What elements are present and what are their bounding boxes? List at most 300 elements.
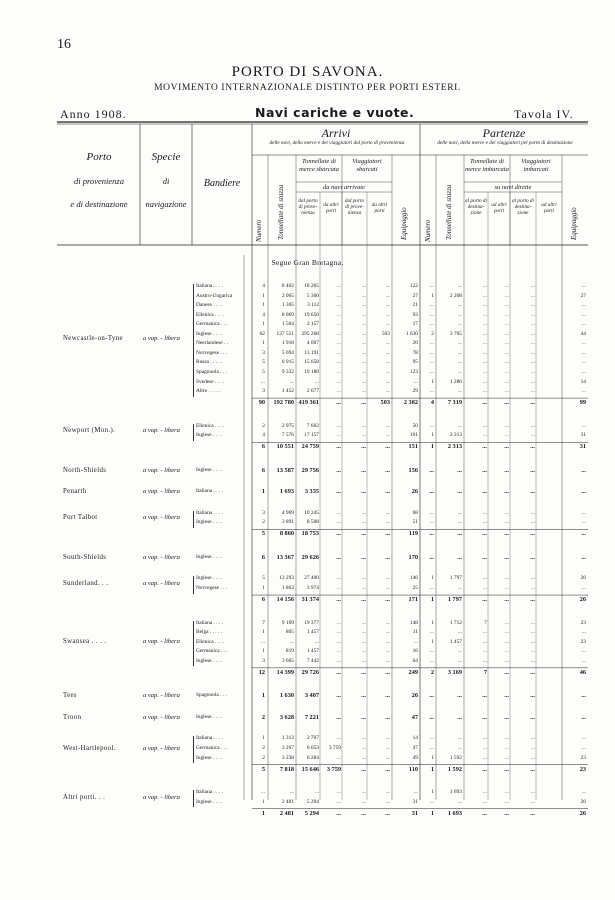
table-cell: 62 [259, 330, 265, 337]
navigation-type: a vap. - libera [143, 488, 180, 496]
table-cell: ... [482, 530, 487, 538]
table-cell: ... [581, 744, 586, 751]
brace [193, 284, 194, 397]
flag-label: Inglese . . . . [196, 713, 223, 720]
table-cell: 1 457 [306, 648, 319, 655]
table-cell: ... [336, 619, 341, 626]
table-cell: ... [385, 765, 390, 773]
table-cell: ... [482, 422, 487, 429]
table-cell: ... [361, 509, 366, 516]
header-ad-altri-porti-merce: ad altri porti [491, 202, 507, 215]
flag-label: Altre . . . . . [196, 388, 221, 395]
port-name: Troon [63, 713, 82, 721]
table-cell: ... [457, 359, 462, 366]
table-cell: ... [530, 638, 535, 645]
table-cell: 99 [579, 399, 586, 407]
table-cell: ... [504, 302, 509, 309]
flag-label: Svedese . . . . [196, 378, 225, 385]
table-cell: ... [361, 519, 366, 526]
table-cell: ... [336, 648, 341, 655]
port-name: Tees [63, 692, 77, 700]
table-cell: 1 [430, 443, 434, 451]
table-cell: ... [429, 359, 434, 366]
table-cell: 2 382 [403, 399, 418, 407]
table-cell: 1 693 [447, 809, 462, 817]
table-cell: ... [457, 466, 462, 474]
table-cell: 122 [409, 283, 418, 289]
header-tonn-imbarcata: Tonnellate di merce imbarcata [465, 158, 509, 173]
flag-label: Austro-Ungarica [196, 292, 233, 299]
table-cell: 3 705 [449, 330, 462, 337]
table-cell: ... [429, 509, 434, 516]
table-cell: ... [429, 744, 434, 751]
navigation-type: a vap. - libera [143, 553, 180, 561]
flag-label: Belga . . . . . [196, 629, 223, 636]
table-cell: ... [385, 443, 390, 451]
table-cell: ... [504, 638, 509, 645]
table-cell: 7 818 [279, 765, 294, 773]
section-title: Navi cariche e vuote. [255, 105, 415, 120]
table-cell: 1 [431, 432, 434, 439]
table-cell: 8 860 [279, 530, 294, 538]
table-cell: ... [361, 553, 366, 561]
table-cell: ... [530, 292, 535, 299]
table-cell: ... [385, 585, 390, 591]
table-cell: ... [361, 585, 366, 591]
table-cell: 3 628 [279, 713, 294, 721]
table-cell: 295 268 [301, 330, 319, 337]
table-cell: ... [361, 292, 366, 299]
table-cell: 26 [411, 488, 418, 496]
table-cell: ... [361, 692, 366, 700]
flag-label: Inglese . . . . [196, 798, 223, 805]
table-cell: 14 [412, 735, 418, 742]
table-cell: 6 [261, 466, 265, 474]
table-cell: 3 759 [326, 765, 341, 773]
flag-label: Germanica . . . [196, 648, 228, 655]
table-cell: 819 [285, 648, 294, 655]
table-cell: 15 658 [304, 359, 319, 366]
table-cell: 6 [261, 553, 265, 561]
table-cell: ... [314, 789, 319, 796]
table-cell: ... [336, 668, 341, 676]
table-cell: 23 [580, 619, 586, 626]
flag-label: Danese . . . . [196, 302, 223, 309]
table-cell: ... [482, 321, 487, 328]
table-cell: ... [482, 349, 487, 356]
table-cell: ... [482, 789, 487, 796]
table-cell: 2 208 [449, 292, 462, 299]
table-cell: ... [530, 809, 535, 817]
table-cell: ... [530, 530, 535, 538]
table-cell: 11 [412, 629, 418, 636]
table-cell: ... [457, 488, 462, 496]
navigation-type: a vap. - libera [143, 580, 180, 587]
table-cell: ... [336, 754, 341, 761]
flag-label: Inglese . . . . [196, 657, 223, 664]
table-cell: ... [504, 692, 509, 700]
header-stazza-partenze: Tonnellate di stazza [445, 184, 453, 240]
table-cell: ... [530, 629, 535, 636]
table-cell: ... [361, 399, 366, 407]
table-cell: 1 918 [281, 340, 294, 347]
flag-label: Inglese . . . . [196, 553, 223, 560]
table-cell: ... [336, 311, 341, 318]
table-cell: ... [504, 422, 509, 429]
port-name: North-Shields [63, 466, 107, 474]
table-cell: 8 508 [306, 519, 319, 526]
table-cell: ... [361, 311, 366, 318]
table-cell: ... [429, 713, 434, 721]
table-cell: ... [504, 340, 509, 347]
table-cell: ... [530, 399, 535, 407]
table-cell: ... [504, 292, 509, 299]
table-cell: 1 504 [281, 321, 294, 328]
table-cell: ... [504, 575, 509, 582]
table-cell: ... [504, 509, 509, 516]
table-cell: 1 [261, 692, 265, 700]
table-cell: 90 [258, 399, 265, 407]
table-cell: ... [504, 368, 509, 375]
header-provenienza: di provenienza [74, 176, 124, 186]
table-cell: ... [457, 530, 462, 538]
table-cell: ... [336, 638, 341, 645]
table-cell: 170 [408, 553, 418, 561]
table-cell: 2 707 [306, 735, 319, 742]
table-cell: 101 [409, 432, 418, 439]
table-cell: ... [385, 596, 390, 604]
table-cell: ... [530, 378, 535, 385]
table-cell: ... [457, 648, 462, 655]
table-cell: 1 313 [281, 735, 294, 742]
table-cell: ... [361, 735, 366, 742]
table-cell: 19 377 [304, 619, 319, 626]
table-cell: ... [361, 466, 366, 474]
table-cell: ... [429, 368, 434, 375]
table-cell: ... [385, 798, 390, 805]
table-cell: ... [260, 789, 265, 796]
table-cell: ... [482, 575, 487, 582]
table-cell: 2 157 [306, 321, 319, 328]
header-equipaggio-partenze: Equipaggio [570, 207, 578, 240]
table-cell: ... [504, 359, 509, 366]
table-cell: ... [581, 368, 586, 375]
table-cell: ... [361, 432, 366, 439]
table-cell: 1 863 [281, 585, 294, 591]
flag-label: Ellenica . . . . [196, 311, 225, 318]
table-cell: ... [457, 735, 462, 742]
table-cell: 2 313 [447, 443, 462, 451]
table-cell: 29 626 [301, 553, 319, 561]
table-cell: 1 693 [279, 488, 294, 496]
table-cell: ... [530, 619, 535, 626]
brace [193, 511, 194, 528]
table-cell: 1 [262, 302, 265, 309]
table-cell: ... [385, 735, 390, 742]
table-cell: ... [289, 378, 294, 385]
table-cell: 31 [411, 809, 418, 817]
table-cell: 6 284 [306, 754, 319, 761]
table-cell: ... [361, 713, 366, 721]
table-cell: ... [336, 399, 341, 407]
table-cell: ... [504, 713, 509, 721]
table-cell: 18 265 [304, 283, 319, 289]
table-cell: ... [385, 378, 390, 385]
table-cell: ... [289, 638, 294, 645]
table-cell: ... [457, 349, 462, 356]
table-cell: ... [530, 349, 535, 356]
table-cell: 146 [409, 575, 418, 582]
flag-label: Germanica . . . [196, 744, 228, 751]
table-cell: 171 [408, 596, 418, 604]
table-cell: 9 332 [281, 368, 294, 375]
table-cell: ... [336, 340, 341, 347]
table-cell: ... [336, 530, 341, 538]
table-cell: ... [530, 368, 535, 375]
flag-label: Germanica . . . [196, 321, 228, 328]
table-cell: ... [530, 359, 535, 366]
table-cell: ... [314, 378, 319, 385]
table-cell: 4 [430, 399, 434, 407]
table-cell: ... [457, 585, 462, 591]
table-cell: ... [504, 311, 509, 318]
table-cell: ... [482, 692, 487, 700]
table-cell: ... [581, 629, 586, 636]
table-cell: ... [530, 311, 535, 318]
table-cell: ... [504, 789, 509, 796]
table-cell: ... [336, 283, 341, 289]
table-cell: 31 [412, 798, 418, 805]
table-cell: ... [361, 798, 366, 805]
table-cell: 1 [431, 619, 434, 626]
table-cell: 1 592 [447, 765, 462, 773]
navigation-type: a vap. - libera [143, 427, 180, 435]
table-cell: 10 245 [304, 509, 319, 516]
table-cell: 46 [579, 668, 586, 676]
table-cell: 8 069 [281, 311, 294, 318]
table-cell: ... [385, 283, 390, 289]
table-cell: ... [361, 629, 366, 636]
table-cell: 1 [261, 809, 265, 817]
table-cell: ... [361, 754, 366, 761]
flag-label: Neerlandese . . [196, 340, 229, 347]
table-cell: 2 [262, 422, 265, 429]
flag-label: Ellenica . . . . [196, 422, 225, 429]
table-cell: 5 294 [306, 798, 319, 805]
table-cell: 1 [262, 321, 265, 328]
table-cell: ... [482, 648, 487, 655]
table-cell: 2 [430, 668, 434, 676]
table-cell: 1 457 [306, 629, 319, 636]
table-label: Tavola IV. [514, 107, 574, 121]
table-cell: ... [530, 744, 535, 751]
table-cell: 64 [412, 657, 418, 664]
header-numero-partenze: Numero [424, 219, 432, 242]
table-cell: ... [482, 443, 487, 451]
table-cell: ... [482, 432, 487, 439]
table-cell: ... [482, 629, 487, 636]
table-cell: ... [429, 629, 434, 636]
table-cell: ... [504, 648, 509, 655]
table-cell: ... [361, 378, 366, 385]
table-cell: 1 630 [405, 330, 418, 337]
table-cell: ... [361, 765, 366, 773]
header-al-porto-dest-viagg: al porto di destina- zione [512, 198, 534, 217]
table-cell: ... [482, 553, 487, 561]
table-cell: 5 [262, 359, 265, 366]
table-cell: ... [504, 388, 509, 395]
table-cell: 1 [262, 629, 265, 636]
table-cell: ... [581, 735, 586, 742]
table-cell: ... [361, 744, 366, 751]
table-cell: ... [530, 509, 535, 516]
table-cell: ... [385, 311, 390, 318]
table-cell: ... [482, 809, 487, 817]
table-cell: ... [581, 302, 586, 309]
table-cell: 805 [285, 629, 294, 636]
table-cell: ... [581, 509, 586, 516]
navigation-type: a vap. - libera [143, 335, 180, 343]
table-cell: 1 797 [449, 575, 462, 582]
table-cell: ... [482, 399, 487, 407]
table-cell: ... [336, 378, 341, 385]
table-cell: 4 007 [306, 340, 319, 347]
table-cell: 123 [409, 368, 418, 375]
table-cell: ... [482, 585, 487, 591]
table-cell: 1 [431, 638, 434, 645]
brace [193, 576, 194, 593]
table-cell: ... [336, 629, 341, 636]
table-cell: 15 646 [301, 765, 319, 773]
table-cell: ... [530, 432, 535, 439]
table-cell: ... [530, 321, 535, 328]
table-cell: ... [504, 283, 509, 289]
header-arrivi-note: delle navi, della merce e dei viaggiatori dal porto di provenienza [269, 140, 405, 146]
header-da-navi-arrivate: da navi arrivate [323, 184, 365, 191]
page-title: PORTO DI SAVONA. [231, 64, 384, 80]
header-equipaggio-arrivi: Equipaggio [400, 207, 408, 240]
table-cell: 21 [412, 302, 418, 309]
flag-label: Inglese . . . . [196, 754, 223, 761]
table-cell: 503 [381, 330, 390, 337]
table-cell: 14 399 [276, 668, 294, 676]
table-cell: ... [504, 443, 509, 451]
table-cell: 26 [580, 575, 586, 582]
table-cell: ... [457, 657, 462, 664]
table-cell: ... [385, 648, 390, 655]
table-cell: ... [429, 798, 434, 805]
table-cell: 5 [262, 575, 265, 582]
table-cell: ... [504, 553, 509, 561]
navigation-type: a vap. - libera [143, 514, 180, 522]
table-cell: ... [482, 488, 487, 496]
table-cell: 119 [408, 530, 418, 538]
table-cell: 5 360 [306, 292, 319, 299]
table-cell: ... [581, 311, 586, 318]
header-dal-porto-prov-viagg: dal porto di prove- nienza [344, 198, 365, 217]
table-cell: ... [361, 619, 366, 626]
table-cell: ... [504, 765, 509, 773]
flag-label: Italiana . . . . [196, 619, 223, 626]
header-navigazione: navigazione [145, 199, 187, 209]
table-cell: ... [457, 509, 462, 516]
table-cell: ... [361, 648, 366, 655]
table-cell: ... [385, 359, 390, 366]
table-cell: 7 442 [306, 657, 319, 664]
segue-label: Segue Gran Bretagna. [271, 258, 344, 267]
table-cell: 29 [412, 388, 418, 395]
table-cell: ... [361, 657, 366, 664]
table-cell: ... [504, 809, 509, 817]
table-cell: ... [385, 809, 390, 817]
table-cell: ... [530, 735, 535, 742]
flag-label: Ellenica . . . . [196, 638, 225, 645]
table-cell: ... [581, 321, 586, 328]
table-cell: ... [429, 466, 434, 474]
table-cell: ... [504, 744, 509, 751]
table-cell: ... [504, 530, 509, 538]
navigation-type: a vap. - libera [143, 638, 180, 646]
table-cell: ... [581, 789, 586, 796]
table-cell: ... [504, 330, 509, 337]
table-cell: ... [336, 657, 341, 664]
table-cell: ... [482, 283, 487, 289]
table-cell: ... [429, 388, 434, 395]
table-cell: ... [504, 668, 509, 676]
table-cell: 6 [261, 443, 265, 451]
table-cell: 5 [261, 530, 265, 538]
port-name: Penarth [63, 488, 87, 496]
table-cell: ... [482, 388, 487, 395]
table-cell: ... [413, 789, 418, 796]
table-cell: 27 [580, 292, 586, 299]
table-cell: 16 [412, 648, 418, 655]
table-cell: ... [482, 765, 487, 773]
table-cell: ... [429, 311, 434, 318]
table-cell: 3 [262, 349, 265, 356]
table-cell: ... [530, 388, 535, 395]
table-cell: 7 319 [447, 399, 462, 407]
table-cell: ... [530, 340, 535, 347]
header-partenze-note: delle navi, della merce e dei viaggiatori pel porto di destinazione [437, 140, 573, 146]
flag-label: Italiana . . . . [196, 488, 223, 495]
table-cell: ... [457, 283, 462, 289]
table-cell: ... [361, 340, 366, 347]
table-cell: ... [289, 789, 294, 796]
table-cell: ... [482, 638, 487, 645]
table-cell: ... [482, 359, 487, 366]
table-cell: 3 891 [281, 519, 294, 526]
table-cell: 3 267 [281, 744, 294, 751]
table-cell: ... [482, 596, 487, 604]
table-cell: ... [504, 432, 509, 439]
table-cell: ... [336, 302, 341, 309]
table-cell: 7 [484, 619, 487, 626]
table-cell: ... [336, 388, 341, 395]
table-cell: ... [581, 359, 586, 366]
table-cell: 1 [431, 292, 434, 299]
table-cell: ... [361, 575, 366, 582]
table-cell: ... [530, 302, 535, 309]
table-cell: ... [581, 466, 586, 474]
table-cell: ... [385, 432, 390, 439]
table-cell: ... [361, 330, 366, 337]
table-cell: ... [385, 629, 390, 636]
table-cell: ... [482, 292, 487, 299]
table-cell: ... [385, 754, 390, 761]
table-cell: 1 592 [449, 754, 462, 761]
table-cell: 26 [411, 692, 418, 700]
